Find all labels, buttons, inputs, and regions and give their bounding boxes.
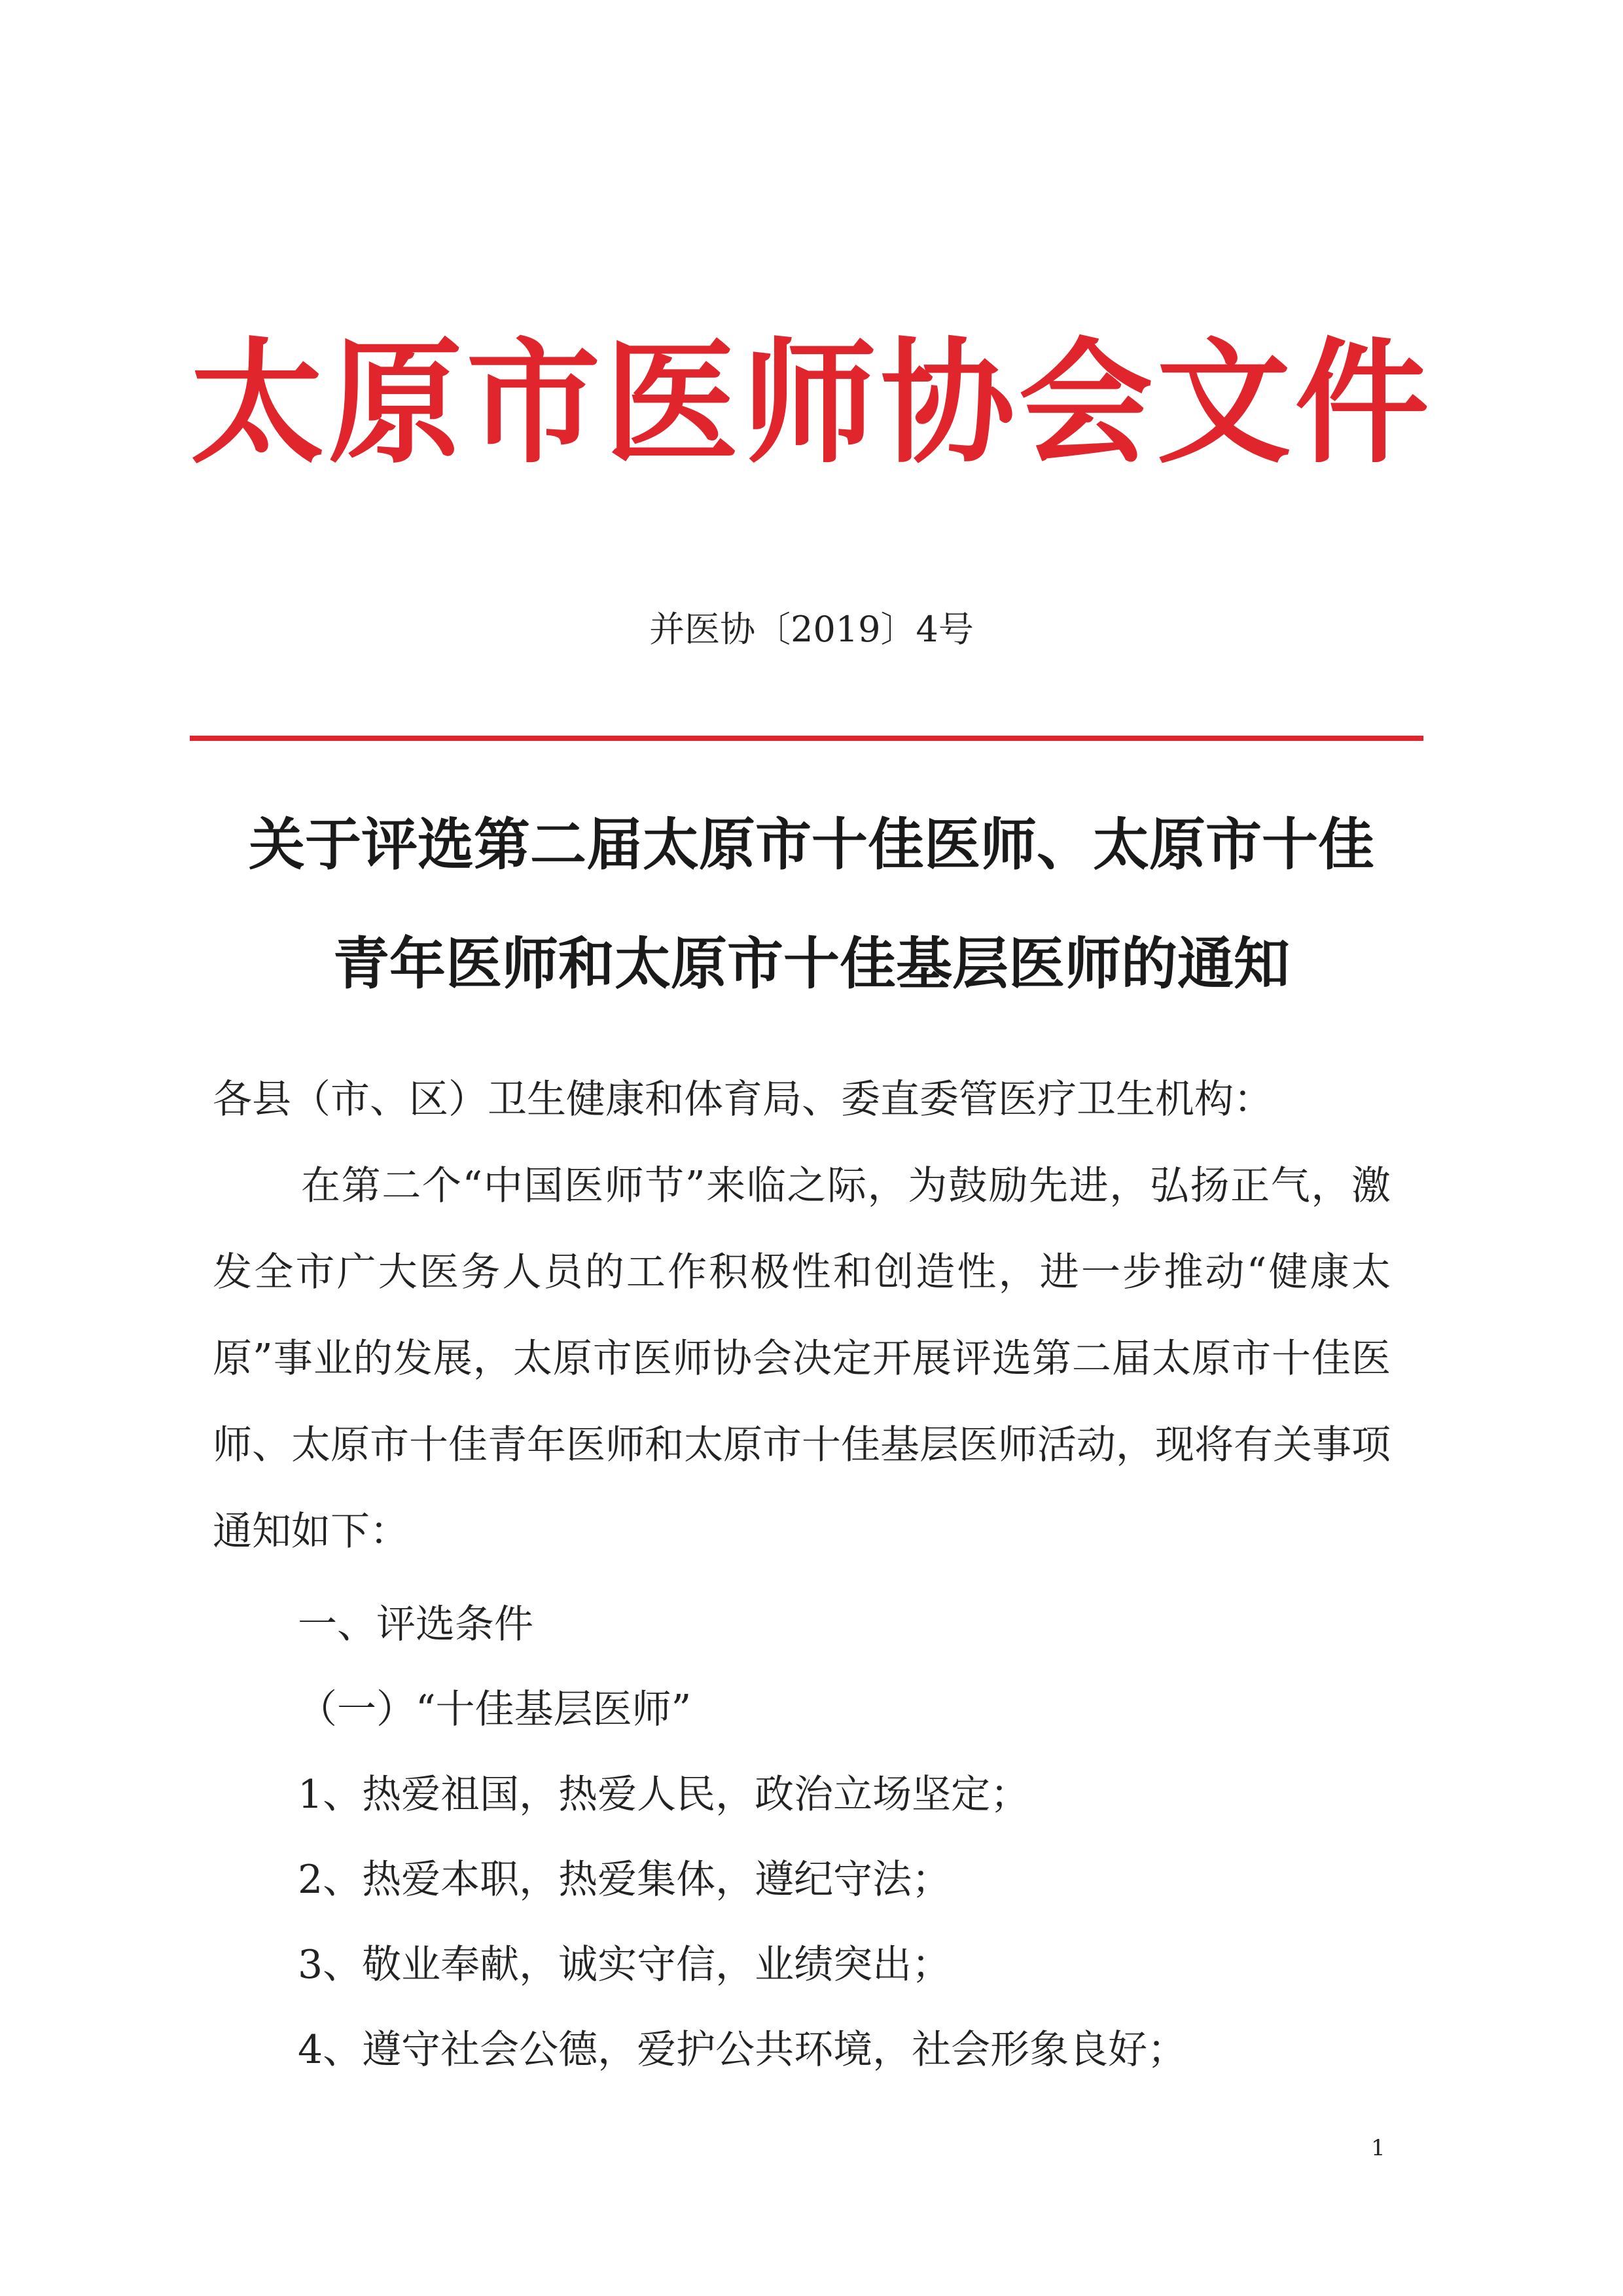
subsection-heading: （一）“十佳基层医师” — [298, 1687, 692, 1732]
addressee: 各县（市、区）卫生健康和体育局、委直委管医疗卫生机构： — [213, 1077, 1273, 1122]
criteria-item: 3、敬业奉献，诚实守信，业绩突出； — [298, 1942, 952, 1988]
document-number: 并医协〔2019〕4号 — [649, 609, 974, 650]
criteria-item: 2、热爱本职，热爱集体，遵纪守法； — [298, 1857, 952, 1903]
page-number: 1 — [1371, 2135, 1385, 2161]
section-heading: 一、评选条件 — [298, 1602, 533, 1647]
notice-title-line-2: 青年医师和太原市十佳基层医师的通知 — [333, 931, 1290, 997]
criteria-item: 4、遵守社会公德，爱护公共环境，社会形象良好； — [298, 2027, 1187, 2073]
notice-title-line-1: 关于评选第二届太原市十佳医师、太原市十佳 — [249, 812, 1374, 878]
body-paragraph: 在第二个“中国医师节”来临之际，为鼓励先进，弘扬正气，激发全市广大医务人员的工作积极性和创造性，进一步推动“健康太原”事业的发展，太原市医师协会决定开展评选第二届太原市十佳医师、太原市十佳青年医师和太原市十佳基层医师活动，现将有关事项通知如下： — [213, 1163, 1391, 1554]
criteria-item: 1、热爱祖国，热爱人民，政治立场坚定； — [298, 1772, 1030, 1818]
red-divider-line — [190, 736, 1423, 741]
document-header-title: 太原市医师协会文件 — [190, 326, 1433, 482]
